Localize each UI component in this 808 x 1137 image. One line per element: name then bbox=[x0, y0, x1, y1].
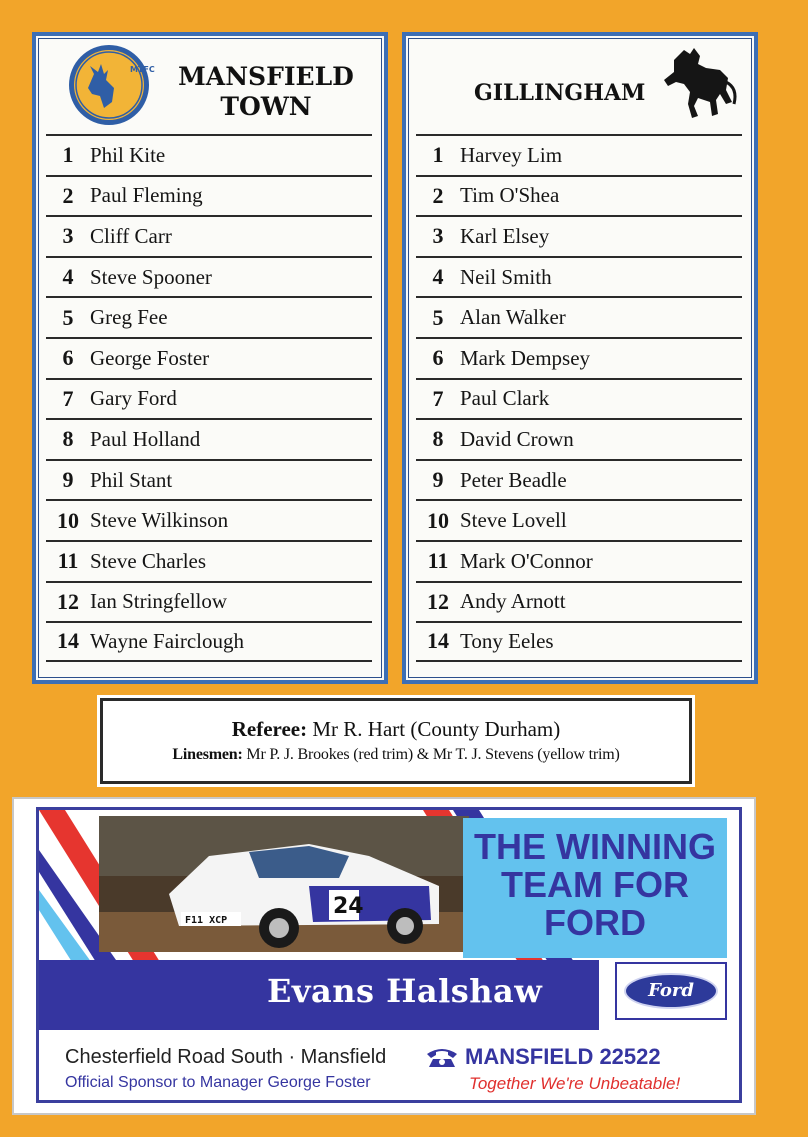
crest-letter: MTFC bbox=[130, 65, 155, 74]
player-name: Phil Kite bbox=[90, 142, 166, 167]
player-number: 7 bbox=[62, 385, 74, 411]
player-number: 3 bbox=[62, 223, 74, 249]
player-row bbox=[416, 499, 742, 540]
player-row bbox=[416, 256, 742, 297]
player-row bbox=[416, 418, 742, 459]
slogan-text bbox=[463, 828, 727, 942]
dealer-phone-number: MANSFIELD 22522 bbox=[465, 1044, 661, 1069]
player-name: George Foster bbox=[90, 345, 210, 370]
sponsor-advert bbox=[12, 797, 756, 1115]
player-row bbox=[416, 215, 742, 256]
player-number: 11 bbox=[427, 548, 449, 574]
player-name: Neil Smith bbox=[460, 264, 552, 289]
player-row bbox=[416, 134, 742, 175]
slogan-line2: TEAM FOR bbox=[501, 864, 689, 905]
ford-logo: Ford bbox=[624, 973, 718, 1009]
player-number: 2 bbox=[432, 182, 444, 208]
referee-value: Mr R. Hart (County Durham) bbox=[312, 717, 561, 741]
away-team-title: GILLINGHAM bbox=[474, 80, 646, 106]
referee-label: Referee: bbox=[231, 717, 308, 741]
player-name: Andy Arnott bbox=[460, 589, 566, 614]
player-name: Tim O'Shea bbox=[460, 183, 560, 208]
telephone-icon bbox=[425, 1046, 459, 1068]
dealer-phone bbox=[425, 1044, 661, 1070]
player-name: Steve Lovell bbox=[460, 508, 567, 533]
dealer-address: Chesterfield Road South · Mansfield bbox=[65, 1046, 387, 1068]
player-number: 14 bbox=[57, 628, 79, 654]
home-player-list bbox=[46, 134, 372, 662]
player-row bbox=[46, 256, 372, 297]
player-name: Alan Walker bbox=[460, 305, 566, 330]
player-number: 6 bbox=[62, 345, 74, 371]
player-number: 6 bbox=[432, 345, 444, 371]
rally-car-photo bbox=[99, 816, 469, 952]
player-row bbox=[416, 337, 742, 378]
player-number: 1 bbox=[432, 142, 444, 168]
player-number: 9 bbox=[432, 467, 444, 493]
home-title-line1: MANSFIELD bbox=[178, 62, 354, 91]
player-row bbox=[46, 621, 372, 662]
player-name: Paul Holland bbox=[90, 426, 201, 451]
player-name: Harvey Lim bbox=[460, 142, 563, 167]
player-name: Peter Beadle bbox=[460, 467, 567, 492]
player-row bbox=[416, 581, 742, 622]
player-name: Ian Stringfellow bbox=[90, 589, 228, 614]
player-row bbox=[46, 378, 372, 419]
player-number: 4 bbox=[432, 264, 444, 290]
sponsor-note: Official Sponsor to Manager George Foster bbox=[65, 1074, 371, 1091]
linesmen-line bbox=[103, 746, 689, 764]
gillingham-horse-icon bbox=[654, 42, 740, 126]
away-player-list bbox=[416, 134, 742, 662]
player-name: Steve Wilkinson bbox=[90, 508, 229, 533]
player-name: Tony Eeles bbox=[460, 628, 554, 653]
player-number: 5 bbox=[62, 304, 74, 330]
advert-contact bbox=[39, 1032, 739, 1100]
advert-panel bbox=[36, 807, 742, 1103]
player-row bbox=[46, 459, 372, 500]
player-row bbox=[416, 378, 742, 419]
player-row bbox=[46, 134, 372, 175]
slogan-line1: THE WINNING bbox=[474, 826, 716, 867]
player-row bbox=[416, 459, 742, 500]
player-number: 12 bbox=[427, 588, 449, 614]
player-row bbox=[46, 499, 372, 540]
player-number: 8 bbox=[62, 426, 74, 452]
player-name: Paul Fleming bbox=[90, 183, 203, 208]
ford-logo-box bbox=[615, 962, 727, 1020]
player-row bbox=[46, 175, 372, 216]
player-row bbox=[46, 215, 372, 256]
player-number: 7 bbox=[432, 385, 444, 411]
car-number: 24 bbox=[333, 894, 364, 919]
player-number: 9 bbox=[62, 467, 74, 493]
player-name: Phil Stant bbox=[90, 467, 173, 492]
player-row bbox=[416, 540, 742, 581]
player-number: 12 bbox=[57, 588, 79, 614]
brand-bar bbox=[39, 960, 599, 1030]
player-name: Greg Fee bbox=[90, 305, 168, 330]
player-number: 14 bbox=[427, 628, 449, 654]
player-number: 3 bbox=[432, 223, 444, 249]
home-title-line2: TOWN bbox=[220, 92, 312, 121]
player-number: 8 bbox=[432, 426, 444, 452]
player-number: 10 bbox=[427, 507, 449, 533]
player-name: Wayne Fairclough bbox=[90, 628, 245, 653]
player-name: Gary Ford bbox=[90, 386, 177, 411]
player-name: Cliff Carr bbox=[90, 223, 172, 248]
player-name: Mark O'Connor bbox=[460, 548, 593, 573]
player-name: Steve Charles bbox=[90, 548, 207, 573]
player-row bbox=[416, 175, 742, 216]
player-name: Paul Clark bbox=[460, 386, 550, 411]
player-row bbox=[46, 296, 372, 337]
player-name: Steve Spooner bbox=[90, 264, 212, 289]
player-number: 4 bbox=[62, 264, 74, 290]
away-team-header bbox=[406, 36, 754, 134]
car-plate: F11 XCP bbox=[185, 915, 228, 926]
slogan-panel bbox=[463, 818, 727, 958]
player-number: 2 bbox=[62, 182, 74, 208]
player-row bbox=[416, 296, 742, 337]
home-team-title bbox=[166, 62, 366, 122]
linesmen-value: Mr P. J. Brookes (red trim) & Mr T. J. Stevens (yellow trim) bbox=[246, 746, 620, 763]
slogan-line3: FORD bbox=[544, 902, 646, 943]
linesmen-label: Linesmen: bbox=[172, 746, 243, 763]
player-number: 11 bbox=[57, 548, 79, 574]
player-name: David Crown bbox=[460, 426, 574, 451]
player-name: Karl Elsey bbox=[460, 223, 550, 248]
player-row bbox=[46, 581, 372, 622]
player-row bbox=[46, 418, 372, 459]
brand-name: Evans Halshaw bbox=[267, 972, 543, 1010]
player-row bbox=[46, 337, 372, 378]
match-officials-box bbox=[100, 698, 692, 784]
player-number: 10 bbox=[57, 507, 79, 533]
mansfield-crest-icon bbox=[68, 44, 155, 126]
referee-line bbox=[103, 717, 689, 742]
home-team-header bbox=[36, 36, 384, 134]
player-number: 1 bbox=[62, 142, 74, 168]
home-team-card bbox=[32, 32, 388, 684]
away-team-card bbox=[402, 32, 758, 684]
player-number: 5 bbox=[432, 304, 444, 330]
player-row bbox=[416, 621, 742, 662]
tagline: Together We're Unbeatable! bbox=[469, 1074, 681, 1093]
player-name: Mark Dempsey bbox=[460, 345, 591, 370]
player-row bbox=[46, 540, 372, 581]
